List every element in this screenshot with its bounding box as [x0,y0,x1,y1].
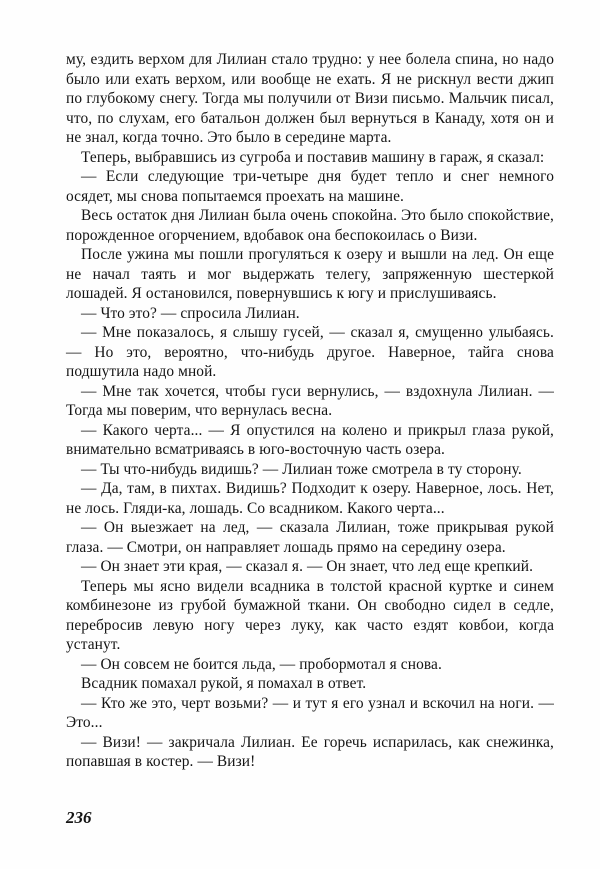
paragraph: После ужина мы пошли прогуляться к озеру и вышли на лед. Он еще не начал таять и мог выдержать телегу, запряженную шестеркой лошадей. Я остановился, повернувшись к югу и прислушиваясь. [66,246,554,302]
dialogue-line: — Какого черта... — Я опустился на колено и прикрыл глаза рукой, внимательно всматриваясь в юго-восточную часть озера. [66,421,554,458]
dialogue-line: — Кто же это, черт возьми? — и тут я его узнал и вскочил на ноги. — Это... [66,694,554,731]
dialogue-line: — Мне показалось, я слышу гусей, — сказал я, смущенно улыбаясь. — Но это, вероятно, что-нибудь другое. Наверное, тайга снова подшутила надо мной. [66,324,554,380]
dialogue-line: — Он знает эти края, — сказал я. — Он знает, что лед еще крепкий. [81,558,534,575]
dialogue-line: — Что это? — спросила Лилиан. [81,304,300,322]
dialogue-line: — Да, там, в пихтах. Видишь? Подходит к озеру. Наверное, лось. Нет, не лось. Гляди-ка, лошадь. Со всадником. Какого черта... [66,480,554,517]
paragraph-continuation: му, ездить верхом для Лилиан стало трудно: у нее болела спина, но надо было или ехать верхом, или вообще не ехать. Я не рискнул вести джип по глубокому снегу. Тогда мы получили от Визи письмо. Мальчик писал, что, по слухам, его батальон должен был вернуться в Канаду, хотя он и не знал, когда точно. Это было в середине марта. [66,51,554,146]
paragraph: Весь остаток дня Лилиан была очень спокойна. Это было спокойствие, порожденное огорчением, вдобавок она беспокоилась о Визи. [66,207,554,244]
dialogue-line: — Визи! — закричала Лилиан. Ее горечь испарилась, как снежинка, попавшая в костер. — Визи! [66,733,554,770]
dialogue-line: — Ты что-нибудь видишь? — Лилиан тоже смотрела в ту сторону. [81,460,522,478]
dialogue-line: — Если следующие три-четыре дня будет тепло и снег немного осядет, мы снова попытаемся проехать на машине. [66,168,554,205]
page-number: 236 [66,808,92,827]
paragraph: Теперь, выбравшись из сугроба и поставив машину в гараж, я сказал: [81,148,545,166]
paragraph: Теперь мы ясно видели всадника в толстой красной куртке и синем комбинезоне из грубой бумажной ткани. Он свободно сидел в седле, перебросив левую ногу через луку, как часто ездят ковбои, когда устанут. [66,577,554,653]
body-text [66,50,554,772]
paragraph: Всадник помахал рукой, я помахал в ответ. [81,675,367,692]
dialogue-line: — Мне так хочется, чтобы гуси вернулись, — вздохнула Лилиан. — Тогда мы поверим, что вернулась весна. [66,382,554,419]
dialogue-line: — Он совсем не боится льда, — пробормотал я снова. [81,655,442,673]
dialogue-line: — Он выезжает на лед, — сказала Лилиан, тоже прикрывая рукой глаза. — Смотри, он направляет лошадь прямо на середину озера. [66,519,554,556]
